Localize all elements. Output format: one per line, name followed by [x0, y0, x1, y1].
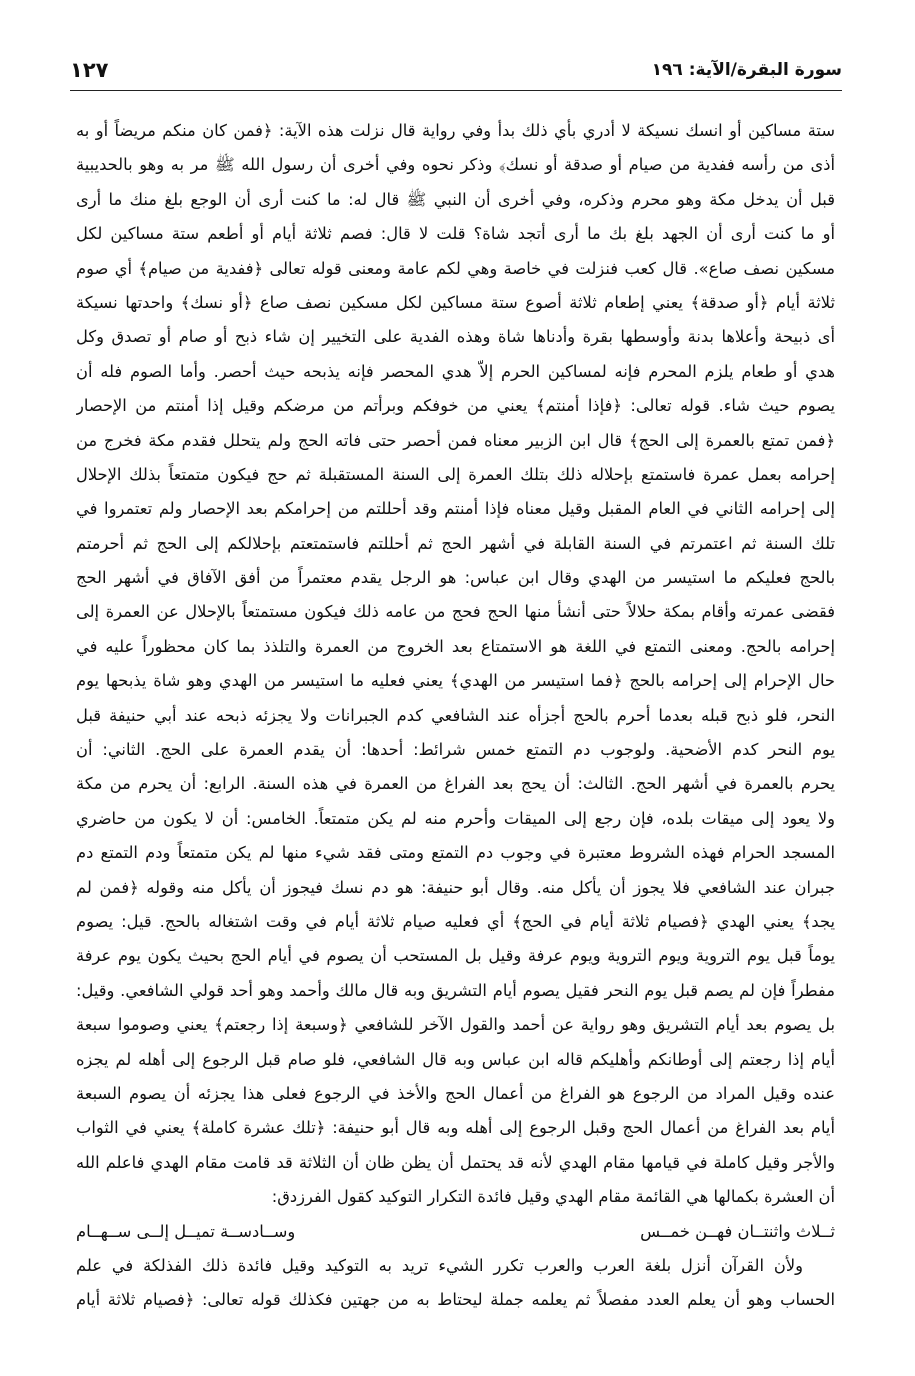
text-line: يحرم بالعمرة في أشهر الحج. الثالث: أن يحج بعد الفراغ من العمرة في هذه السنة. الرابع: أن يحرم من مكة — [76, 774, 835, 794]
running-header — [70, 58, 842, 91]
paragraph-lines — [76, 114, 835, 1215]
text-line: يوماً قبل يوم التروية ويوم التروية ويوم عرفة وقيل بل المستحب أن يصوم في أيام الحج بحيث يكون يوم عرفة — [76, 946, 835, 966]
text-line: عنده وقيل المراد من الرجوع هو الفراغ من أعمال الحج والأخذ في الرجوع فعلى هذا يجزئه أن يصوم السبعة — [76, 1083, 835, 1103]
text-line: إلى إحرامه الثاني في العام المقبل وقيل معناه فإذا أمنتم وقد أحللتم من إحرامكم بعد الإحصار ولم تعتمروا في — [76, 499, 835, 519]
page-number: ١٢٧ — [70, 58, 109, 82]
text-line: الحساب وهو أن يعلم العدد مفصلاً ثم يعلمه جملة ليحتاط به من جهتين فكذلك قوله تعالى: ﴿فصيام ثلاثة أيام — [76, 1290, 835, 1310]
text-line: المسجد الحرام فهذه الشروط معتبرة في وجوب دم التمتع ومتى فقد شيء منها لم يكن متمتعاً ودم التمتع دم — [76, 843, 835, 863]
verse-first-hemistich: ثــلاث واثنتــان فهــن خمــس — [640, 1221, 835, 1241]
text-line: بالحج فعليكم ما استيسر من الهدي وقال ابن عباس: هو الرجل يقدم معتمراً من أفق الآفاق في أشهر الحج — [76, 568, 835, 588]
text-line: بل يصوم بعد أيام التشريق وهو رواية عن أحمد والقول الآخر للشافعي ﴿وسبعة إذا رجعتم﴾ يعني وصوموا سبعة — [76, 1015, 835, 1035]
text-line: مفطراً فإن لم يصم قبل يوم النحر فقيل يصوم أيام التشريق وبه قال مالك وأحمد وهو أحد قولي الشافعي. وقيل: — [76, 980, 835, 1000]
text-line: النحر، فلو ذبح قبله بعدما أحرم بالحج أجزأه عند الشافعي كدم الجبرانات ولا يجزئه ذبحه عند أبي حنيفة قبل — [76, 705, 835, 725]
text-line: أو ما كنت أرى أن الجهد بلغ بك ما أرى أتجد شاة؟ قلت لا قال: فصم ثلاثة أيام أو أطعم ستة مساكين لكل — [76, 224, 835, 244]
text-line: ﴿فمن تمتع بالعمرة إلى الحج﴾ قال ابن الزبير معناه فمن أحصر حتى فاته الحج ولم يتحلل فقدم مكة فخرج من — [76, 430, 835, 450]
page-body-text — [76, 114, 835, 1318]
text-line: جبران عند الشافعي فلا يجوز أن يأكل منه. وقال أبو حنيفة: هو دم نسك فيجوز أن يأكل منه وقوله ﴿فمن لم — [76, 877, 835, 897]
verse-second-hemistich: وســادســة تميــل إلــى ســهــام — [76, 1221, 296, 1241]
text-line: إحرامه بعمل عمرة فاستمتع بإحلاله ذلك بتلك العمرة إلى السنة المستقبلة ثم حج فيكون متمتعاً بذلك الإحلال — [76, 464, 835, 484]
text-line: ولا يعود إلى ميقات بلده، فإن رجع إلى الميقات وأحرم منه لم يكن متمتعاً. الخامس: أن لا يكون من حاضري — [76, 808, 835, 828]
text-line: يوم النحر كدم الأضحية. ولوجوب دم التمتع خمس شرائط: أحدها: أن يقدم العمرة على الحج. الثاني: أن — [76, 740, 835, 760]
text-line: فقضى عمرته وأقام بمكة حلالاً حتى أنشأ منها الحج فحج من عامه ذلك فيكون مستمتعاً بالإحلال عن العمرة إلى — [76, 602, 835, 622]
text-line: أن العشرة بكمالها هي القائمة مقام الهدي وقيل فائدة التكرار التوكيد كقول الفرزدق: — [271, 1187, 835, 1207]
text-line: ستة مساكين أو انسك نسيكة لا أدري بأي ذلك بدأ وفي رواية قال نزلت هذه الآية: ﴿فمن كان منكم مريضاً أو به — [76, 121, 835, 140]
text-line: أيام إذا رجعتم إلى أوطانكم وأهليكم قاله ابن عباس وبه قال الشافعي، فلو صام قبل الرجوع إلى أهله لم يجزه — [76, 1049, 835, 1069]
text-line: ولأن القرآن أنزل بلغة العرب والعرب تكرر الشيء تريد به التوكيد وقيل فائدة ذلك الفذلكة في علم — [76, 1255, 803, 1275]
text-line: مسكين نصف صاع». قال كعب فنزلت في خاصة وهي لكم عامة ومعنى قوله تعالى ﴿ففدية من صيام﴾ أي صوم — [76, 258, 835, 278]
text-line: هدي أو طعام يلزم المحرم فإنه لمساكين الحرم إلاّ هدي المحصر فإنه يذبحه حيث أحصر. وأما الصوم فله أن — [76, 361, 835, 381]
text-line: حال الإحرام إلى إحرامه بالحج ﴿فما استيسر من الهدي﴾ يعني فعليه ما استيسر من الهدي وهو شاة يذبحها يوم — [76, 671, 835, 691]
text-line: أى ذبيحة وأعلاها بدنة وأوسطها بقرة وأدناها شاة وهذه الفدية على التخيير إن شاء ذبح أو صام أو تصدق وكل — [76, 327, 835, 347]
text-line: ثلاثة أيام ﴿أو صدقة﴾ يعني إطعام ثلاثة أصوع ستة مساكين لكل مسكين نصف صاع ﴿أو نسك﴾ واحدتها نسيكة — [76, 292, 835, 312]
text-line: يصوم حيث شاء. قوله تعالى: ﴿فإذا أمنتم﴾ يعني من خوفكم وبرأتم من مرضكم وقيل إذا أمنتم من الإحصار — [76, 396, 835, 416]
surah-verse-title: سورة البقرة/الآية: ١٩٦ — [651, 60, 842, 80]
text-line: والأجر وقيل كاملة في قيامها مقام الهدي لأنه قد يحتمل أن يظن ظان أن الثلاثة قد قامت مقام الهدي فاعلم الله — [76, 1152, 835, 1172]
text-line: أيام بعد الفراغ من أعمال الحج وقبل الرجوع إلى أهله وبه قال أبو حنيفة: ﴿تلك عشرة كاملة﴾ يعني في الثواب — [76, 1118, 835, 1138]
text-line: تلك السنة ثم اعتمرتم في السنة القابلة في أشهر الحج ثم أحللتم فاستمتعتم بإحلالكم إلى الحج ثم أحرمتم — [76, 533, 835, 553]
text-line: إحرامه بالحج. ومعنى التمتع في اللغة هو الاستمتاع بعد الخروج من العمرة والتلذذ بما كان محظوراً عليه في — [76, 636, 835, 656]
text-line: أذى من رأسه ففدية من صيام أو صدقة أو نسك﴾ وذكر نحوه وفي أخرى أن رسول الله ﷺ مر به وهو بالحديبية — [76, 155, 835, 175]
closing-paragraph — [76, 1249, 835, 1318]
text-line: يجد﴾ يعني الهدي ﴿فصيام ثلاثة أيام في الحج﴾ أي فعليه صيام ثلاثة أيام في وقت اشتغاله بالحج. قيل: يصوم — [76, 911, 835, 931]
poetry-verse — [76, 1215, 835, 1249]
text-line: قبل أن يدخل مكة وهو محرم وذكره، وفي أخرى أن النبي ﷺ قال له: ما كنت أرى أن الوجع بلغ منك ما أرى — [76, 189, 835, 209]
